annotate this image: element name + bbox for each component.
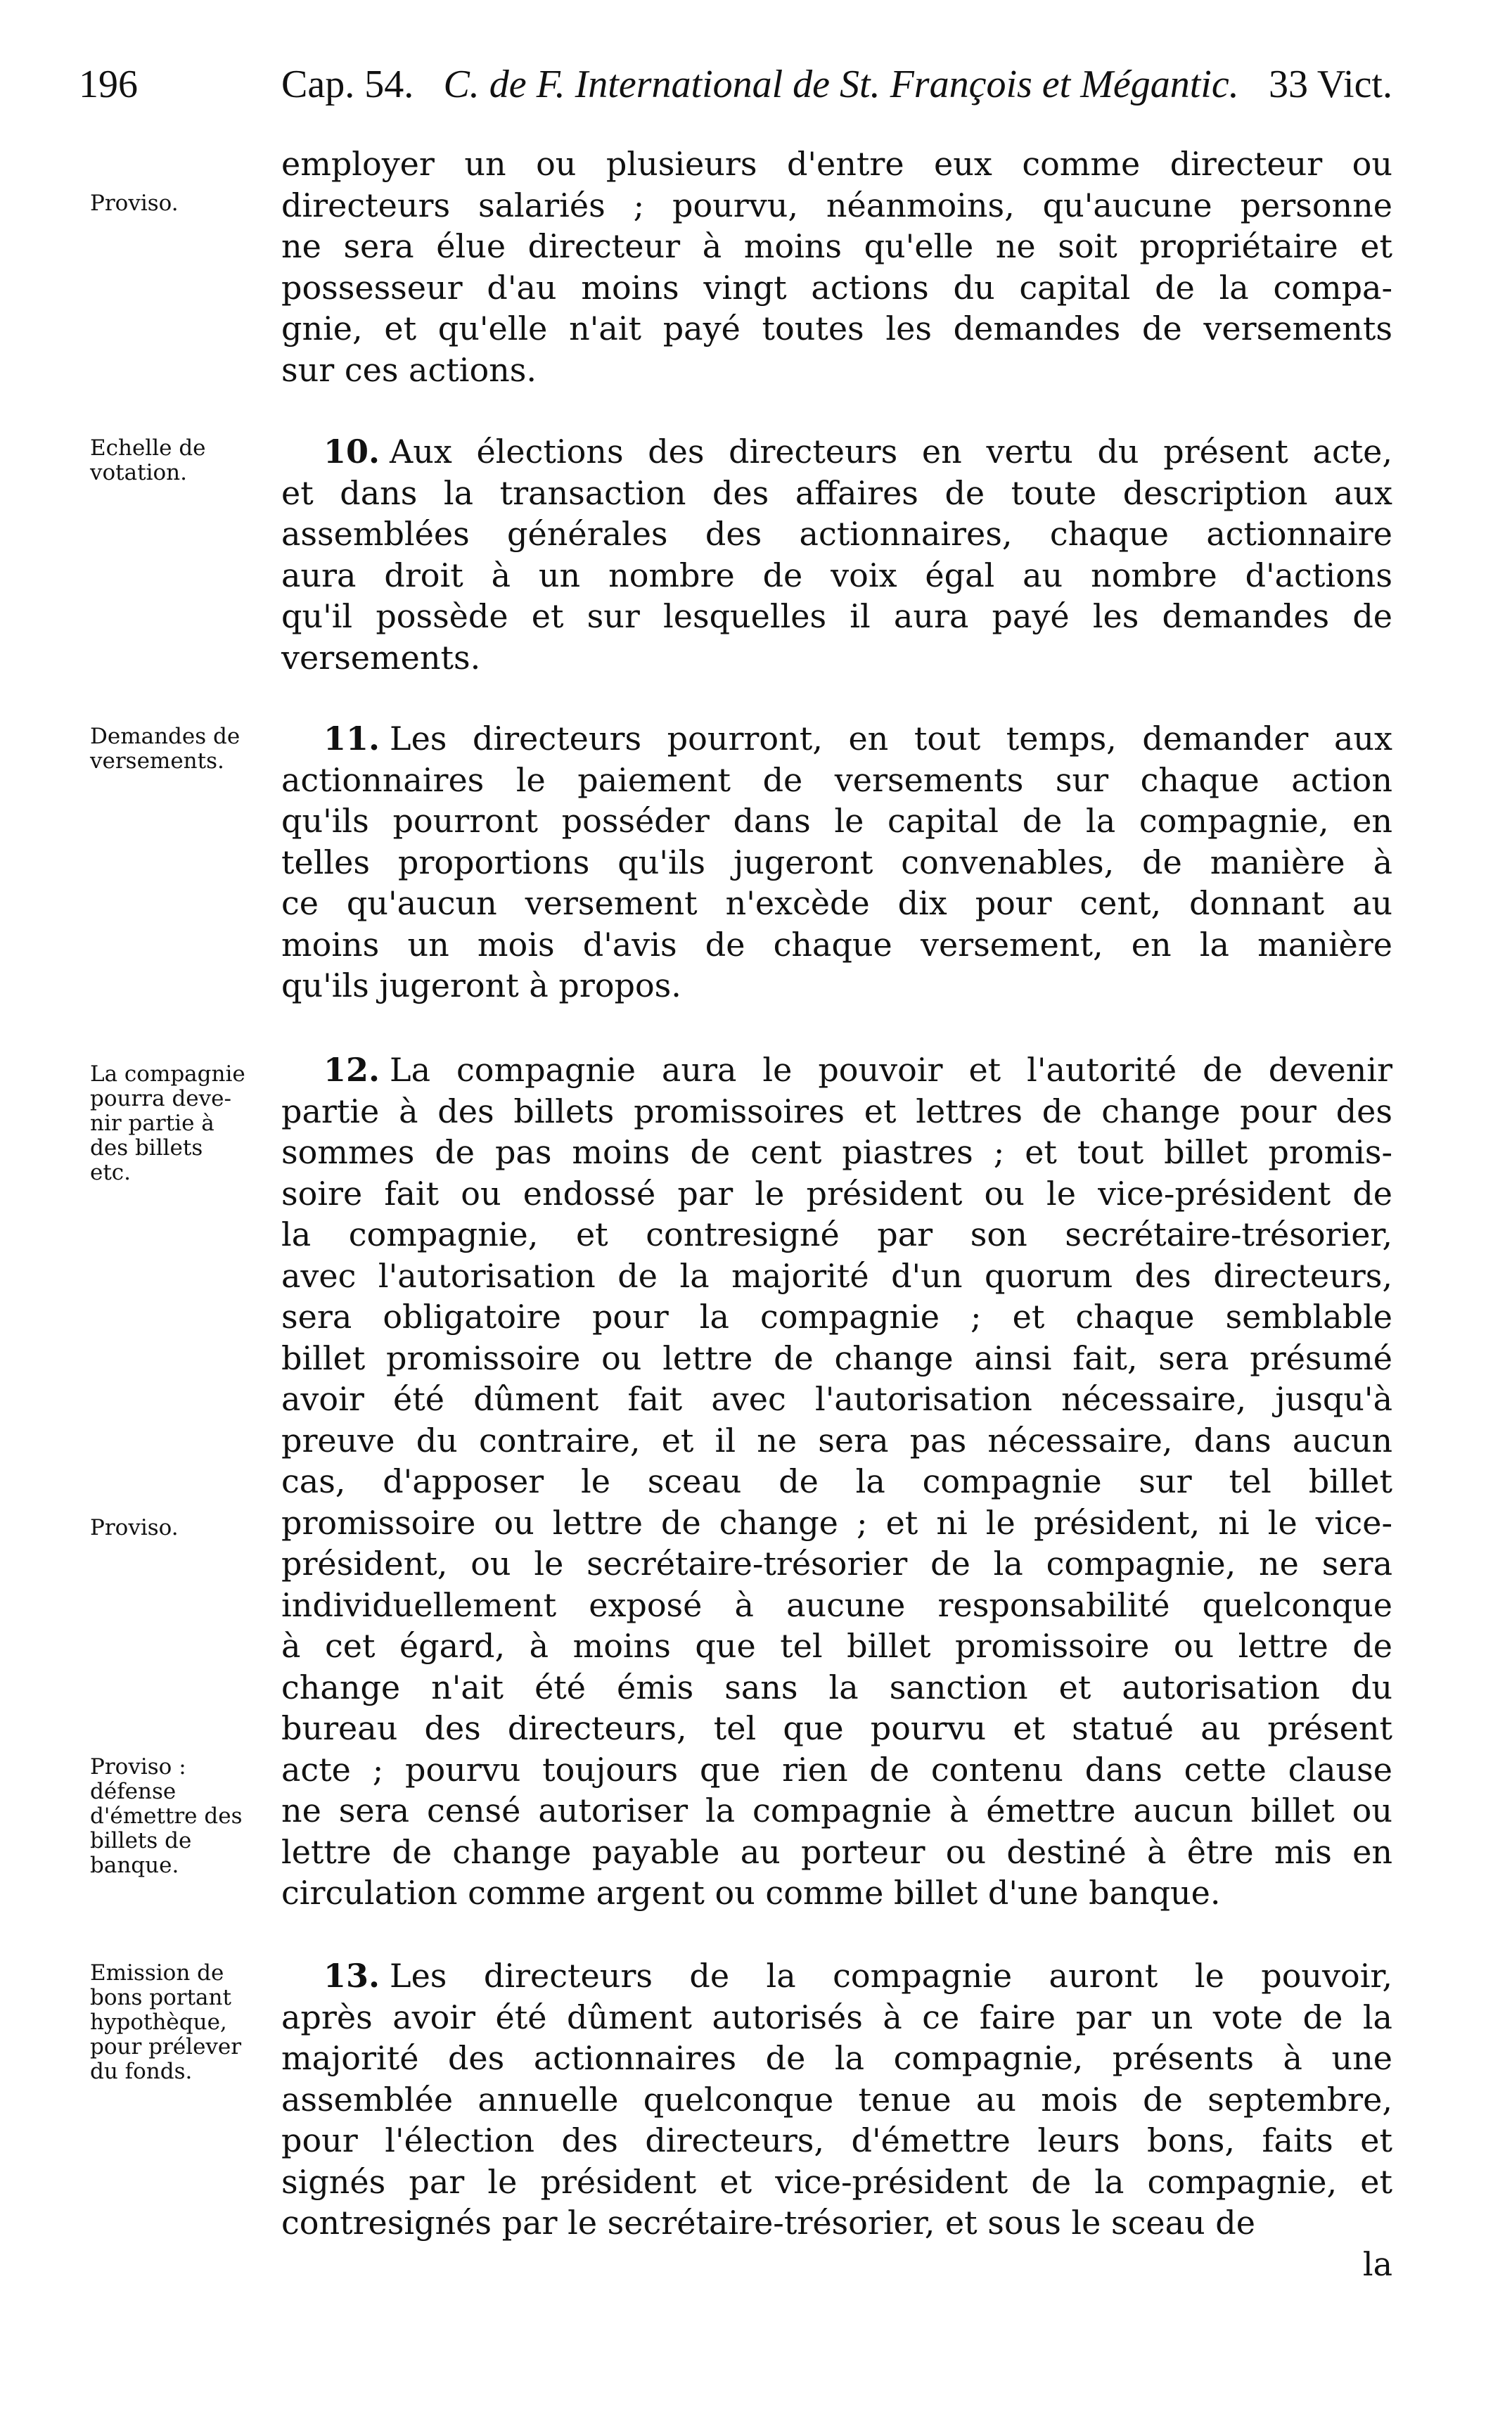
text-line: soire fait ou endossé par le président ou le vice-président de (281, 1174, 1392, 1213)
text-line: cas, d'apposer le sceau de la compagnie sur tel billet (281, 1462, 1392, 1500)
text-line: avec l'autorisation de la majorité d'un quorum des directeurs, (281, 1256, 1392, 1295)
text-line: preuve du contraire, et il ne sera pas nécessaire, dans aucun (281, 1421, 1392, 1460)
margin-note-line: défense (90, 1779, 177, 1804)
text-line: lettre de change payable au porteur ou destiné à être mis en (281, 1832, 1392, 1871)
text-line (281, 1955, 1392, 1997)
text-line: ce qu'aucun versement n'excède dix pour cent, donnant au (281, 884, 1392, 922)
margin-note-line: Emission de (90, 1960, 224, 1986)
text-line: majorité des actionnaires de la compagnie, présents à une (281, 2039, 1392, 2077)
margin-note-emission-de-bons (90, 1961, 280, 2084)
margin-note-proviso-2 (90, 1516, 280, 1540)
line-text: Aux élections des directeurs en vertu du présent acte, (390, 433, 1392, 471)
line-text: Les directeurs de la compagnie auront le pouvoir, (390, 1957, 1392, 1995)
margin-note-line: du fonds. (90, 2059, 193, 2084)
margin-note-line: hypothèque, (90, 2010, 227, 2035)
text-line: avoir été dûment fait avec l'autorisation nécessaire, jusqu'à (281, 1380, 1392, 1418)
margin-note-line: des billets (90, 1135, 203, 1161)
running-header (281, 62, 1392, 107)
margin-note-line: versements. (90, 748, 224, 774)
text-line: aura droit à un nombre de voix égal au nombre d'actions (281, 556, 1392, 594)
line-text: Les directeurs pourront, en tout temps, demander aux (390, 720, 1392, 758)
text-line: sur ces actions. (281, 350, 537, 389)
section-number: 13. (323, 1957, 380, 1995)
margin-note-line: Demandes de (90, 724, 241, 749)
text-line (281, 718, 1392, 760)
margin-note-line: Echelle de (90, 435, 206, 461)
margin-note-defense-billets-banque (90, 1755, 280, 1878)
text-line: change n'ait été émis sans la sanction et autorisation du (281, 1668, 1392, 1706)
regnal-year: 33 Vict. (1268, 63, 1392, 106)
margin-note-line: etc. (90, 1160, 132, 1185)
text-line: qu'ils jugeront à propos. (281, 966, 681, 1004)
section-number: 12. (323, 1051, 380, 1089)
text-line: qu'ils pourront posséder dans le capital de la compagnie, en (281, 802, 1392, 840)
section-11 (281, 718, 1392, 1007)
margin-note-line: votation. (90, 460, 187, 485)
paragraph-continued (281, 143, 1392, 390)
margin-note-line: bons portant (90, 1985, 231, 2010)
text-line: président, ou le secrétaire-trésorier de la compagnie, ne sera (281, 1545, 1392, 1583)
text-line: versements. (281, 638, 481, 677)
page-number: 196 (79, 63, 138, 106)
margin-note-proviso (90, 191, 280, 216)
text-line: employer un ou plusieurs d'entre eux comme directeur ou (281, 145, 1392, 183)
margin-note-line: La compagnie (90, 1061, 245, 1087)
line-text: La compagnie aura le pouvoir et l'autorité de devenir (390, 1051, 1392, 1089)
text-line: pour l'élection des directeurs, d'émettre leurs bons, faits et (281, 2121, 1392, 2159)
text-line: à cet égard, à moins que tel billet promissoire ou lettre de (281, 1627, 1392, 1665)
section-10 (281, 431, 1392, 678)
margin-note-line: Proviso : (90, 1754, 186, 1780)
text-line: bureau des directeurs, tel que pourvu et statué au présent (281, 1709, 1392, 1747)
text-line: possesseur d'au moins vingt actions du capital de la compa- (281, 268, 1392, 307)
margin-note-line: Proviso. (90, 1515, 179, 1540)
text-line: signés par le président et vice-président de la compagnie, et (281, 2162, 1392, 2201)
text-line: ne sera élue directeur à moins qu'elle ne soit propriétaire et (281, 227, 1392, 265)
text-line: sera obligatoire pour la compagnie ; et chaque semblable (281, 1298, 1392, 1336)
margin-note-echelle-de-votation (90, 436, 280, 485)
section-12 (281, 1049, 1392, 1914)
text-line: directeurs salariés ; pourvu, néanmoins, qu'aucune personne (281, 186, 1392, 224)
margin-note-line: pour prélever (90, 2034, 242, 2059)
text-line: qu'il possède et sur lesquelles il aura payé les demandes de (281, 597, 1392, 635)
margin-note-line: d'émettre des (90, 1803, 243, 1829)
margin-note-line: billets de (90, 1828, 192, 1853)
margin-note-line: banque. (90, 1853, 179, 1878)
section-number: 10. (323, 433, 380, 471)
text-line: acte ; pourvu toujours que rien de contenu dans cette clause (281, 1750, 1392, 1789)
text-line: ne sera censé autoriser la compagnie à émettre aucun billet ou (281, 1792, 1392, 1829)
margin-note-billets (90, 1062, 280, 1185)
text-line: assemblée annuelle quelconque tenue au mois de septembre, (281, 2080, 1392, 2119)
margin-note-line: nir partie à (90, 1111, 214, 1136)
section-number: 11. (323, 720, 380, 758)
catchword: la (1362, 2245, 1392, 2283)
text-line: sommes de pas moins de cent piastres ; et tout billet promis- (281, 1133, 1392, 1171)
text-line (281, 431, 1392, 473)
text-line: gnie, et qu'elle n'ait payé toutes les demandes de versements (281, 309, 1392, 347)
text-line: circulation comme argent ou comme billet d'une banque. (281, 1874, 1221, 1912)
act-title: C. de F. International de St. François et Mégantic. (443, 63, 1239, 106)
margin-note-demandes-de-versements (90, 724, 280, 774)
text-line: promissoire ou lettre de change ; et ni le président, ni le vice- (281, 1503, 1392, 1542)
text-line: assemblées générales des actionnaires, chaque actionnaire (281, 515, 1392, 553)
text-line: individuellement exposé à aucune responsabilité quelconque (281, 1585, 1392, 1624)
text-line: partie à des billets promissoires et lettres de change pour des (281, 1092, 1392, 1130)
margin-note-line: pourra deve- (90, 1086, 231, 1111)
text-line: billet promissoire ou lettre de change ainsi fait, sera présumé (281, 1339, 1392, 1377)
section-13 (281, 1955, 1392, 2244)
text-line: et dans la transaction des affaires de toute description aux (281, 473, 1392, 512)
margin-note-line: Proviso. (90, 191, 179, 216)
chapter-label: Cap. 54. (281, 63, 414, 106)
text-line (281, 1049, 1392, 1091)
text-line: contresignés par le secrétaire-trésorier, et sous le sceau de (281, 2204, 1255, 2242)
text-line: actionnaires le paiement de versements sur chaque action (281, 760, 1392, 799)
text-line: la compagnie, et contresigné par son secrétaire-trésorier, (281, 1215, 1392, 1253)
text-line: telles proportions qu'ils jugeront convenables, de manière à (281, 843, 1392, 881)
text-line: après avoir été dûment autorisés à ce faire par un vote de la (281, 1998, 1392, 2036)
text-line: moins un mois d'avis de chaque versement, en la manière (281, 925, 1392, 964)
